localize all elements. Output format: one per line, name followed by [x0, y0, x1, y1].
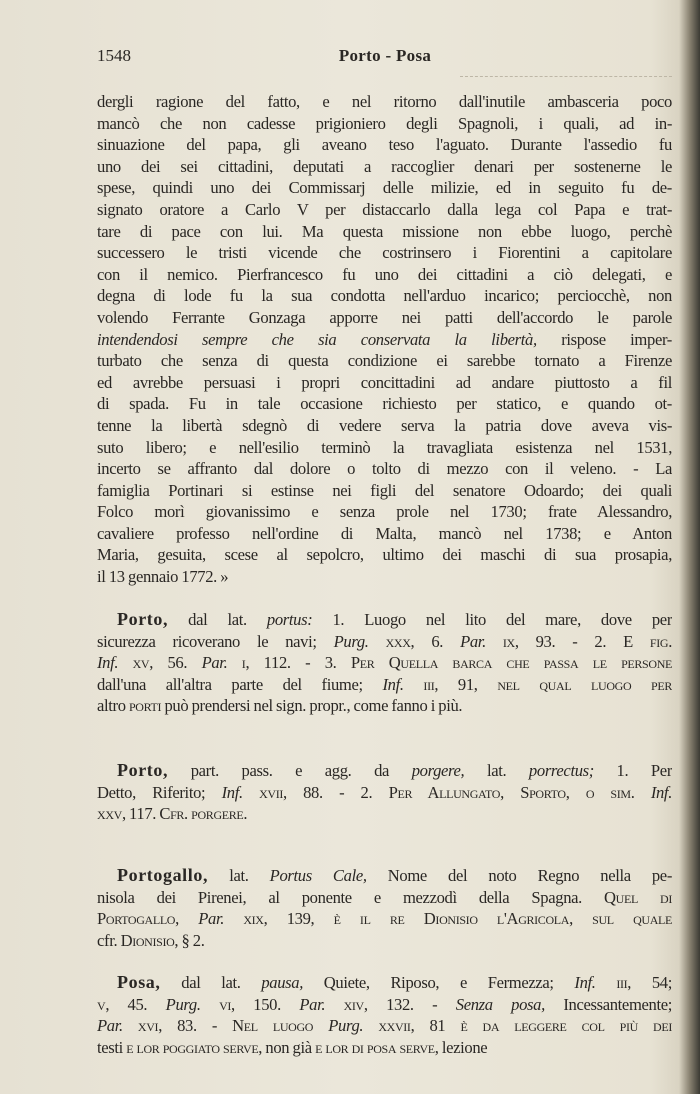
- text-span: successero le tristi vicende che costrinsero i Fiorentini a capitolare: [97, 243, 672, 263]
- text-span: Portogallo,: [97, 909, 179, 929]
- text-span: lezione: [438, 1037, 488, 1057]
- text-line: [97, 113, 672, 135]
- text-line: [97, 458, 672, 480]
- text-span: Inf.: [97, 653, 119, 673]
- text-span: di spada. Fu in tale occasione richiesto per statico, e quando ot-: [97, 394, 672, 414]
- text-line: [97, 972, 672, 994]
- text-line: [97, 372, 672, 394]
- text-span: Folco morì giovanissimo e senza prole nel 1730; frate Alessandro,: [97, 502, 672, 522]
- text-span: Purg.: [333, 631, 369, 651]
- text-span: pausa,: [261, 973, 304, 992]
- text-span: i, 112. - 3. Per Quella barca che passa le persone: [227, 653, 672, 673]
- text-span: con il nemico. Pierfrancesco fu uno dei cittadini a ciò delegati, e: [97, 264, 672, 284]
- text-span: e lor di posa serve,: [315, 1037, 439, 1057]
- text-span: Quel di: [604, 887, 672, 907]
- text-span: famiglia Portinari si estinse nei figli del senatore Odoardo; dei quali: [97, 480, 672, 500]
- running-title: Porto - Posa: [338, 46, 432, 65]
- text-span: Quiete, Riposo, e Fermezza;: [303, 973, 575, 992]
- entry-headword: Porto,: [117, 760, 169, 780]
- text-span: volendo Ferrante Gonzaga apporre nei patti dell'accordo le parole: [97, 307, 672, 327]
- entry-headword: Posa,: [117, 972, 161, 992]
- text-span: [179, 909, 198, 928]
- text-line: [97, 544, 672, 566]
- text-line: [97, 134, 672, 156]
- text-line: [97, 393, 672, 415]
- text-line: [97, 887, 672, 909]
- text-span: sicurezza ricoverano le navi;: [97, 631, 334, 651]
- text-span: signato oratore a Carlo V per distaccarlo dalla lega col Papa e trat-: [97, 199, 672, 219]
- text-span: non già: [262, 1037, 316, 1057]
- text-span: Par.: [460, 631, 486, 651]
- text-span: incerto se affranto dal dolore o tolto di mezzo con il veleno. - La: [97, 459, 672, 479]
- text-span: il 13 gennaio 1772. »: [97, 567, 229, 587]
- text-line: [97, 609, 672, 631]
- text-line: [97, 329, 672, 351]
- text-span: lat.: [464, 761, 529, 780]
- text-span: Maria, gesuita, scese al sepolcro, ultimo dei maschi di sua prosapia,: [97, 545, 672, 565]
- text-line: [97, 782, 672, 804]
- text-span: Par.: [198, 909, 225, 929]
- text-line: [97, 437, 672, 459]
- text-line: [97, 480, 672, 502]
- text-span: xix, 139, è il re Dionisio l'Agricola, sul quale: [224, 909, 672, 929]
- text-line: [97, 1015, 672, 1037]
- text-span: xxvii, 81 è da leggere col più dei: [363, 1016, 672, 1036]
- entry-headword: Porto,: [117, 609, 169, 629]
- text-span: può prendersi nel sign. propr., come fanno i più.: [161, 696, 463, 716]
- text-span: Par.: [201, 653, 228, 673]
- text-line: [97, 930, 672, 952]
- text-span: mancò che non cadesse prigioniero degli Spagnoli, i quali, ad in-: [97, 113, 672, 133]
- text-span: dal lat.: [160, 973, 262, 992]
- text-span: lat.: [208, 866, 270, 885]
- text-span: vi, 150.: [200, 994, 300, 1014]
- continued-paragraph: [97, 91, 672, 588]
- text-span: tare di pace con lui. Ma questa missione non ebbe luogo, perchè: [97, 221, 672, 241]
- text-span: dall'una all'altra parte del fiume;: [97, 674, 383, 694]
- text-span: Purg.: [328, 1016, 364, 1036]
- text-line: [97, 242, 672, 264]
- entry-posa: [97, 972, 672, 1058]
- text-span: testi: [97, 1037, 127, 1057]
- text-span: Portus Cale,: [269, 866, 367, 885]
- text-span: uno dei sei cittadini, deputati a raccoglier denari per sostenerne le: [97, 156, 672, 176]
- text-span: iii, 54;: [595, 973, 672, 992]
- text-span: dergli ragione del fatto, e nel ritorno dall'inutile ambasceria poco: [97, 92, 672, 111]
- text-span: porgere,: [411, 761, 465, 780]
- text-line: [97, 760, 672, 782]
- text-span: altro: [97, 696, 129, 716]
- text-line: [97, 285, 672, 307]
- text-span: Par.: [299, 994, 326, 1014]
- text-span: Purg.: [165, 994, 201, 1014]
- text-span: Incessantemente;: [544, 994, 672, 1014]
- text-span: xvi, 83. - Nel luogo: [122, 1016, 329, 1036]
- text-line: [97, 415, 672, 437]
- text-line: [97, 1037, 672, 1059]
- text-span: xxv, 117. Cfr.: [97, 804, 192, 824]
- text-span: 1. Per: [593, 761, 672, 780]
- text-span: Dionisio,: [120, 930, 179, 950]
- text-line: [97, 307, 672, 329]
- text-span: spese, quindi uno dei Commissarj delle milizie, ed in seguito fu de-: [97, 178, 672, 198]
- text-span: ed avrebbe persuasi i propri concittadini ad andare piuttosto a fil: [97, 372, 672, 392]
- text-span: Inf.: [574, 973, 596, 992]
- text-span: cfr.: [97, 930, 121, 950]
- text-span: v, 45.: [97, 994, 166, 1014]
- text-span: rispose imper-: [536, 329, 672, 349]
- text-span: degna di lode fu la sua condotta nell'arduo incarico; perciocchè, non: [97, 286, 672, 306]
- text-span: § 2.: [178, 930, 205, 950]
- text-span: Inf.: [650, 782, 672, 802]
- text-span: xvii, 88. - 2. Per Allungato, Sporto, o sim.: [242, 782, 651, 802]
- text-span: Inf.: [221, 782, 243, 802]
- text-line: [97, 865, 672, 887]
- text-line: [97, 199, 672, 221]
- text-line: [97, 177, 672, 199]
- header-rule: [460, 76, 672, 77]
- text-line: [97, 695, 672, 717]
- text-span: Detto, Riferito;: [97, 782, 222, 802]
- text-span: Par.: [97, 1016, 123, 1036]
- entry-portogallo: [97, 865, 672, 951]
- text-span: porti: [128, 696, 162, 716]
- text-span: portus:: [266, 610, 313, 629]
- text-span: Senza posa,: [455, 994, 545, 1014]
- text-span: xxx, 6.: [368, 631, 461, 651]
- text-span: dal lat.: [168, 610, 267, 629]
- text-span: part. pass. e agg. da: [168, 761, 412, 780]
- entry-porto-2: [97, 760, 672, 825]
- text-line: [97, 631, 672, 653]
- text-span: intendendosi sempre che sia conservata la libertà,: [97, 329, 537, 349]
- text-line: [97, 674, 672, 696]
- text-line: [97, 156, 672, 178]
- text-line: [97, 501, 672, 523]
- text-line: [97, 523, 672, 545]
- text-span: nisola dei Pirenei, al ponente e mezzodì della Spagna.: [97, 887, 605, 907]
- text-line: [97, 908, 672, 930]
- text-line: [97, 264, 672, 286]
- text-span: tenne la libertà sdegnò di vedere serva la patria dove aveva vis-: [97, 415, 672, 435]
- text-span: iii, 91, nel qual luogo per: [403, 674, 672, 694]
- text-span: sinuazione del papa, gli aveano teso l'aguato. Durante l'assedio fu: [97, 135, 672, 155]
- text-span: porrectus;: [528, 761, 594, 780]
- entry-porto-1: [97, 609, 672, 717]
- text-line: [97, 994, 672, 1016]
- text-line: [97, 350, 672, 372]
- text-line: [97, 652, 672, 674]
- text-span: e lor poggiato serve,: [126, 1037, 263, 1057]
- text-span: cavaliere professo nell'ordine di Malta, mancò nel 1738; e Anton: [97, 523, 672, 543]
- text-span: Inf.: [382, 674, 404, 694]
- text-span: xiv, 132. -: [325, 994, 456, 1014]
- text-line: [97, 803, 672, 825]
- text-line: [97, 91, 672, 113]
- text-line: [97, 221, 672, 243]
- page-number: 1548: [97, 46, 131, 65]
- text-span: xv, 56.: [118, 653, 202, 673]
- text-span: turbato che senza di questa condizione ei sarebbe tornato a Firenze: [97, 351, 672, 371]
- text-span: porgere.: [191, 804, 248, 824]
- text-span: suto libero; e nell'esilio terminò la travagliata esistenza nel 1531,: [97, 437, 672, 457]
- text-line: [97, 566, 672, 588]
- entry-headword: Portogallo,: [117, 865, 209, 885]
- text-span: 1. Luogo nel lito del mare, dove per: [312, 610, 672, 629]
- text-span: ix, 93. - 2. E fig.: [485, 631, 672, 651]
- text-span: Nome del noto Regno nella pe-: [366, 866, 672, 885]
